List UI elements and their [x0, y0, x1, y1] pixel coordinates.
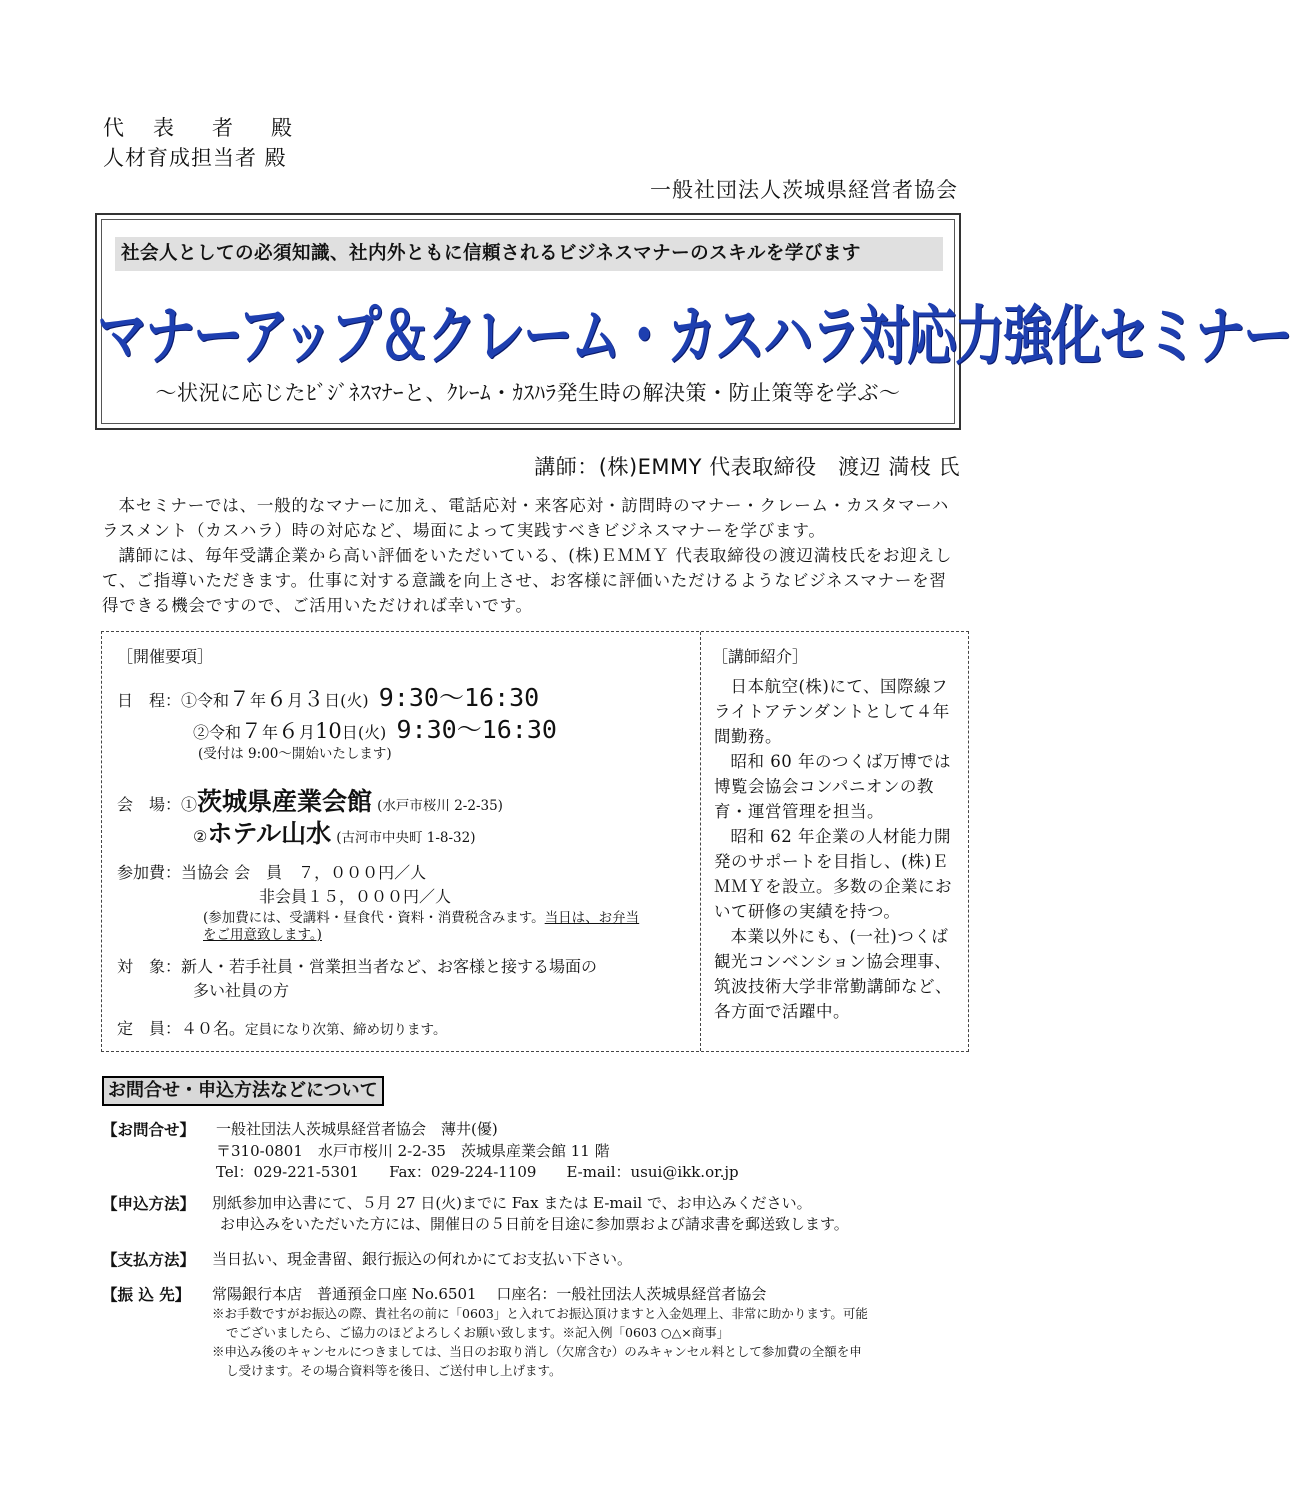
schedule-era: 令和: [209, 723, 242, 742]
contact-section-header: お問合せ・申込方法などについて: [102, 1076, 384, 1106]
schedule-time: 9:30～16:30: [378, 683, 540, 712]
capacity-row: [117, 1016, 446, 1039]
addressee-hr: 人材育成担当者 殿: [103, 146, 287, 170]
transfer-account: 常陽銀行本店 普通預金口座 No.6501 口座名：一般社団法人茨城県経営者協会: [212, 1285, 767, 1303]
schedule-day: 10: [315, 719, 342, 743]
target-label: 対 象：: [117, 957, 182, 976]
venue-row: [193, 814, 476, 850]
venue-address: (古河市中央町 1-8-32): [336, 830, 476, 846]
schedule-year-unit: 年: [262, 723, 279, 742]
sender-name: 一般社団法人茨城県経営者協会: [650, 178, 958, 202]
intro-text: [102, 493, 960, 618]
schedule-weekday: (火): [357, 723, 387, 742]
venue-name: 茨城県産業会館: [197, 787, 373, 816]
venue-no: ①: [181, 795, 198, 814]
fee-note-lunch: 当日は、お弁当: [544, 910, 640, 926]
schedule-era: 令和: [197, 691, 230, 710]
inquiry-address: 〒310-0801 水戸市桜川 2-2-35 茨城県産業会館 11 階: [216, 1142, 610, 1160]
schedule-day: ３: [303, 687, 325, 711]
schedule-time: 9:30～16:30: [396, 715, 557, 744]
seminar-subtitle: ～状況に応じたﾋﾞｼﾞﾈｽﾏﾅｰと、ｸﾚｰﾑ・ｶｽﾊﾗ発生時の解決策・防止策等を学ぶ～: [155, 381, 901, 405]
target-row: [117, 954, 597, 977]
lecturer-line: 講師：(株)EMMY 代表取締役 渡辺 満枝 氏: [534, 455, 960, 479]
title-box: [95, 213, 1291, 430]
schedule-month: ６: [266, 687, 288, 711]
schedule-row: [193, 710, 557, 746]
profile-paragraph: 昭和 62 年企業の人材能力開発のサポートを目指し、(株)ＥＭＭＹを設立。多数の企業において研修の実績を持つ。: [714, 827, 952, 921]
fee-note-lunch-cont: をご用意致します。): [203, 927, 322, 943]
transfer-note-cont: でございましたら、ご協力のほどよろしくお願い致します。※記入例「0603 ○△×商事」: [226, 1325, 730, 1340]
transfer-note: ※お手数ですがお振込の際、貴社名の前に「0603」と入れてお振込頂けますと入金処理上、非常に助かります。可能: [212, 1306, 868, 1321]
capacity-label: 定 員：: [117, 1019, 182, 1038]
fee-member: 当協会 会 員 ７，０００円／人: [181, 863, 427, 882]
fee-label: 参加費：: [117, 863, 182, 882]
intro-paragraph: 講師には、毎年受講企業から高い評価をいただいている、(株)ＥＭＭＹ 代表取締役の渡辺満枝氏をお迎えして、ご指導いただきます。仕事に対する意識を向上させ、お客様に評価いただけるようなビジネスマナーを習得できる機会ですので、ご活用いただければ幸いです。: [102, 546, 953, 615]
reception-note: (受付は 9:00～開始いたします): [198, 746, 392, 762]
venue-no: ②: [193, 827, 208, 846]
target-text: 新人・若手社員・営業担当者など、お客様と接する場面の: [181, 957, 598, 976]
fee-nonmember: 非会員１５，０００円／人: [259, 887, 452, 906]
schedule-label: 日 程：: [117, 691, 182, 710]
payment-label: 【支払方法】: [102, 1251, 196, 1269]
inquiry-contact-numbers: Tel：029-221-5301 Fax：029-224-1109 E-mail：usui@ikk.or.jp: [216, 1163, 739, 1181]
schedule-day-unit: 日: [341, 723, 358, 742]
schedule-year: ７: [241, 719, 263, 743]
venue-address: (水戸市桜川 2-2-35): [377, 798, 503, 814]
schedule-weekday: (火): [340, 691, 369, 710]
application-label: 【申込方法】: [102, 1195, 196, 1213]
addressee-char: 代: [103, 116, 125, 140]
addressee-char: 表: [153, 116, 175, 140]
target-text-cont: 多い社員の方: [193, 981, 290, 1000]
seminar-title: マナーアップ＆クレーム・カスハラ対応力強化セミナー: [97, 299, 1291, 374]
application-text-cont: お申込みをいただいた方には、開催日の５日前を目途に参加票および請求書を郵送致します。: [220, 1215, 849, 1233]
event-info-box: [101, 631, 969, 1052]
schedule-row: [117, 678, 539, 714]
schedule-year: ７: [229, 687, 251, 711]
lecturer-profile: [714, 674, 959, 1024]
cancel-note: ※申込み後のキャンセルにつきましては、当日のお取り消し（欠席含む）のみキャンセル料として参加費の全額を申: [212, 1344, 862, 1359]
venue-label: 会 場：: [117, 795, 182, 814]
transfer-label: 【振 込 先】: [102, 1286, 191, 1304]
addressee-char: 者: [212, 116, 234, 140]
capacity-note: 定員になり次第、締め切ります。: [245, 1022, 447, 1038]
application-text: 別紙参加申込書にて、５月 27 日(火)までに Fax または E-mail で、お申込みください。: [212, 1194, 812, 1212]
schedule-no: ②: [193, 723, 210, 742]
inquiry-label: 【お問合せ】: [102, 1121, 196, 1139]
event-section-label: ［開催要項］: [117, 647, 214, 666]
fee-note-text: (参加費には、受講料・昼食代・資料・消費税含みます。: [203, 910, 545, 926]
schedule-month-unit: 月: [287, 691, 304, 710]
intro-paragraph: 本セミナーでは、一般的なマナーに加え、電話応対・来客応対・訪問時のマナー・クレーム・カスタマーハラスメント（カスハラ）時の対応など、場面によって実践すべきビジネスマナーを学びます。: [102, 496, 950, 540]
cancel-note-cont: し受けます。その場合資料等を後日、ご送付申し上げます。: [226, 1363, 562, 1378]
addressee-representative: [103, 114, 293, 142]
inquiry-org: 一般社団法人茨城県経営者協会 薄井(優): [216, 1120, 498, 1138]
column-divider: [700, 632, 701, 1051]
schedule-month: ６: [278, 719, 300, 743]
addressee-char: 殿: [271, 116, 293, 140]
catch-copy: 社会人としての必須知識、社内外ともに信頼されるビジネスマナーのスキルを学びます: [115, 237, 943, 271]
capacity-value: ４０名。: [181, 1019, 246, 1038]
fee-row: [117, 860, 426, 883]
schedule-year-unit: 年: [250, 691, 267, 710]
venue-name: ホテル山水: [207, 819, 332, 848]
schedule-month-unit: 月: [299, 723, 316, 742]
venue-row: [117, 782, 503, 818]
profile-paragraph: 本業以外にも、(一社)つくば観光コンベンション協会理事、筑波技術大学非常勤講師など、各方面で活躍中。: [714, 927, 952, 1021]
profile-section-label: ［講師紹介］: [712, 647, 809, 666]
profile-paragraph: 昭和 60 年のつくば万博では博覧会協会コンパニオンの教育・運営管理を担当。: [714, 752, 951, 821]
payment-text: 当日払い、現金書留、銀行振込の何れかにてお支払い下さい。: [212, 1250, 633, 1268]
schedule-day-unit: 日: [324, 691, 341, 710]
schedule-no: ①: [181, 691, 198, 710]
profile-paragraph: 日本航空(株)にて、国際線フライトアテンダントとして４年間勤務。: [714, 677, 950, 746]
